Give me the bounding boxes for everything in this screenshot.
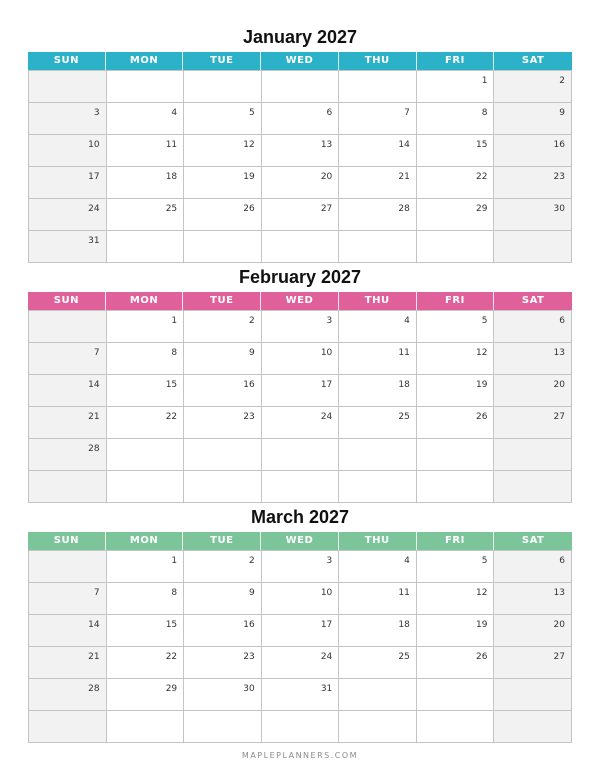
month-calendar [28, 506, 572, 743]
day-cell [417, 311, 495, 343]
day-number: 21 [398, 172, 410, 182]
day-cell [494, 647, 572, 679]
day-number: 22 [165, 652, 178, 662]
day-cell [184, 231, 262, 263]
day-cell [107, 103, 185, 135]
day-cell [107, 679, 185, 711]
day-number: 5 [481, 316, 488, 326]
day-cell [494, 135, 572, 167]
day-cell [29, 439, 107, 471]
day-cell [417, 199, 495, 231]
day-number: 22 [475, 172, 488, 182]
day-number: 12 [475, 588, 488, 598]
day-cell [494, 615, 572, 647]
day-cell [184, 135, 262, 167]
weekday-header-thu: THU [339, 52, 417, 70]
day-cell [29, 103, 107, 135]
day-number: 4 [404, 556, 410, 566]
day-number: 3 [326, 556, 333, 566]
day-number: 11 [165, 140, 178, 150]
day-cell [29, 135, 107, 167]
day-number: 7 [404, 108, 410, 118]
day-cell [29, 679, 107, 711]
day-cell [184, 103, 262, 135]
day-cell [262, 199, 340, 231]
day-cell [417, 615, 495, 647]
day-cell [339, 679, 417, 711]
day-number: 9 [248, 588, 255, 598]
day-cell [107, 199, 185, 231]
day-cell [494, 711, 572, 743]
day-cell [494, 71, 572, 103]
day-cell [107, 311, 185, 343]
day-number: 8 [171, 588, 178, 598]
day-cell [494, 407, 572, 439]
day-number: 17 [320, 620, 333, 630]
day-cell [184, 407, 262, 439]
day-grid [28, 310, 572, 503]
day-number: 15 [165, 620, 178, 630]
day-cell [184, 199, 262, 231]
day-number: 24 [88, 204, 100, 214]
day-cell [29, 551, 107, 583]
day-number: 23 [553, 172, 565, 182]
weekday-header-sun: SUN [28, 52, 106, 70]
day-number: 11 [398, 348, 410, 358]
weekday-header-tue: TUE [183, 532, 261, 550]
day-cell [107, 647, 185, 679]
day-number: 1 [171, 556, 178, 566]
day-number: 23 [243, 412, 255, 422]
day-cell [262, 103, 340, 135]
day-cell [184, 311, 262, 343]
weekday-header-row [28, 532, 572, 550]
day-number: 28 [88, 444, 100, 454]
day-number: 6 [559, 556, 565, 566]
day-number: 22 [165, 412, 178, 422]
day-cell [262, 343, 340, 375]
day-number: 1 [171, 316, 178, 326]
day-cell [262, 311, 340, 343]
weekday-header-fri: FRI [417, 532, 495, 550]
weekday-header-mon: MON [106, 292, 184, 310]
day-number: 19 [475, 620, 488, 630]
day-cell [494, 471, 572, 503]
day-number: 10 [320, 588, 333, 598]
day-cell [339, 167, 417, 199]
day-cell [184, 711, 262, 743]
day-cell [29, 199, 107, 231]
day-number: 29 [165, 684, 178, 694]
day-number: 5 [248, 108, 255, 118]
day-number: 28 [398, 204, 410, 214]
day-number: 31 [320, 684, 333, 694]
month-calendar [28, 266, 572, 503]
day-cell [417, 231, 495, 263]
day-cell [494, 551, 572, 583]
day-number: 27 [553, 412, 565, 422]
month-calendar [28, 26, 572, 263]
day-cell [184, 439, 262, 471]
day-cell [262, 647, 340, 679]
day-cell [417, 167, 495, 199]
day-cell [262, 407, 340, 439]
day-cell [417, 471, 495, 503]
day-cell [262, 471, 340, 503]
day-number: 10 [88, 140, 100, 150]
day-cell [494, 103, 572, 135]
day-cell [107, 439, 185, 471]
day-cell [262, 167, 340, 199]
day-number: 19 [243, 172, 255, 182]
day-cell [29, 471, 107, 503]
day-cell [29, 711, 107, 743]
day-cell [107, 71, 185, 103]
day-cell [29, 311, 107, 343]
day-number: 2 [248, 316, 255, 326]
weekday-header-wed: WED [261, 52, 339, 70]
day-cell [494, 167, 572, 199]
day-cell [339, 551, 417, 583]
day-cell [107, 407, 185, 439]
day-number: 20 [553, 380, 565, 390]
day-cell [262, 71, 340, 103]
day-number: 3 [326, 316, 333, 326]
weekday-header-sun: SUN [28, 292, 106, 310]
day-number: 18 [165, 172, 178, 182]
day-cell [262, 375, 340, 407]
day-cell [107, 231, 185, 263]
day-cell [262, 615, 340, 647]
day-cell [417, 679, 495, 711]
day-number: 7 [93, 588, 100, 598]
day-cell [262, 551, 340, 583]
day-cell [29, 583, 107, 615]
day-cell [184, 71, 262, 103]
day-number: 21 [88, 652, 100, 662]
day-cell [339, 407, 417, 439]
day-cell [417, 711, 495, 743]
day-cell [29, 407, 107, 439]
day-cell [262, 135, 340, 167]
weekday-header-sun: SUN [28, 532, 106, 550]
day-number: 13 [320, 140, 333, 150]
day-cell [339, 471, 417, 503]
day-number: 6 [559, 316, 565, 326]
day-number: 26 [475, 412, 488, 422]
day-cell [417, 343, 495, 375]
day-cell [107, 375, 185, 407]
day-cell [417, 439, 495, 471]
day-number: 16 [243, 380, 255, 390]
day-number: 11 [398, 588, 410, 598]
day-cell [107, 343, 185, 375]
day-cell [29, 343, 107, 375]
day-number: 27 [553, 652, 565, 662]
day-cell [339, 615, 417, 647]
day-number: 18 [398, 620, 410, 630]
day-number: 25 [398, 652, 410, 662]
day-number: 4 [171, 108, 178, 118]
day-cell [339, 103, 417, 135]
weekday-header-mon: MON [106, 532, 184, 550]
day-cell [107, 551, 185, 583]
day-cell [417, 71, 495, 103]
weekday-header-sat: SAT [521, 55, 545, 66]
day-cell [29, 615, 107, 647]
weekday-header-tue: TUE [183, 292, 261, 310]
day-number: 31 [88, 236, 100, 246]
day-cell [29, 647, 107, 679]
day-number: 14 [398, 140, 410, 150]
day-cell [184, 343, 262, 375]
day-cell [339, 439, 417, 471]
day-cell [107, 471, 185, 503]
footer-brand: MAPLEPLANNERS.COM [241, 751, 359, 760]
day-number: 6 [326, 108, 333, 118]
day-cell [417, 551, 495, 583]
day-number: 7 [93, 348, 100, 358]
day-cell [107, 167, 185, 199]
day-number: 29 [475, 204, 488, 214]
day-cell [494, 439, 572, 471]
weekday-header-thu: THU [339, 292, 417, 310]
day-number: 16 [243, 620, 255, 630]
day-number: 5 [481, 556, 488, 566]
month-title: January 2027 [242, 27, 358, 47]
weekday-header-row [28, 292, 572, 310]
day-cell [417, 583, 495, 615]
day-cell [494, 343, 572, 375]
day-number: 14 [88, 380, 100, 390]
day-number: 21 [88, 412, 100, 422]
day-number: 15 [475, 140, 488, 150]
day-number: 18 [398, 380, 410, 390]
day-number: 30 [553, 204, 565, 214]
day-cell [417, 647, 495, 679]
day-cell [494, 231, 572, 263]
day-cell [339, 375, 417, 407]
day-cell [184, 647, 262, 679]
day-cell [339, 647, 417, 679]
day-cell [107, 583, 185, 615]
weekday-header-wed: WED [261, 292, 339, 310]
weekday-header-thu: THU [339, 532, 417, 550]
day-cell [29, 375, 107, 407]
day-number: 9 [248, 348, 255, 358]
day-number: 12 [243, 140, 255, 150]
day-cell [184, 375, 262, 407]
day-number: 25 [398, 412, 410, 422]
day-number: 24 [320, 412, 333, 422]
day-number: 16 [553, 140, 565, 150]
day-number: 15 [165, 380, 178, 390]
day-number: 17 [320, 380, 333, 390]
day-cell [184, 679, 262, 711]
day-grid [28, 550, 572, 743]
day-number: 9 [559, 108, 565, 118]
day-number: 4 [404, 316, 410, 326]
weekday-header-fri: FRI [417, 52, 495, 70]
day-cell [262, 231, 340, 263]
day-number: 2 [248, 556, 255, 566]
day-number: 2 [559, 76, 565, 86]
weekday-header-sat: SAT [521, 535, 545, 546]
month-title: March 2027 [250, 507, 350, 527]
day-number: 12 [475, 348, 488, 358]
day-cell [262, 679, 340, 711]
day-number: 8 [171, 348, 178, 358]
weekday-header-wed: WED [261, 532, 339, 550]
day-cell [417, 103, 495, 135]
day-number: 20 [553, 620, 565, 630]
weekday-header-mon: MON [106, 52, 184, 70]
day-grid [28, 70, 572, 263]
day-cell [494, 679, 572, 711]
day-cell [339, 199, 417, 231]
day-number: 14 [88, 620, 100, 630]
day-number: 26 [475, 652, 488, 662]
day-cell [184, 471, 262, 503]
day-cell [107, 135, 185, 167]
day-number: 8 [481, 108, 488, 118]
day-cell [339, 343, 417, 375]
month-title: February 2027 [238, 267, 362, 287]
day-cell [494, 583, 572, 615]
day-number: 1 [481, 76, 488, 86]
day-number: 27 [320, 204, 333, 214]
day-number: 26 [243, 204, 255, 214]
day-cell [262, 583, 340, 615]
day-number: 28 [88, 684, 100, 694]
day-cell [107, 711, 185, 743]
day-cell [339, 311, 417, 343]
day-cell [339, 231, 417, 263]
day-number: 19 [475, 380, 488, 390]
day-number: 17 [88, 172, 100, 182]
day-cell [339, 71, 417, 103]
day-cell [107, 615, 185, 647]
day-cell [339, 583, 417, 615]
day-cell [184, 615, 262, 647]
day-cell [417, 407, 495, 439]
day-cell [262, 711, 340, 743]
day-number: 3 [93, 108, 100, 118]
day-number: 10 [320, 348, 333, 358]
day-cell [184, 583, 262, 615]
day-cell [29, 71, 107, 103]
day-cell [339, 711, 417, 743]
day-cell [494, 375, 572, 407]
weekday-header-row [28, 52, 572, 70]
weekday-header-sat: SAT [521, 295, 545, 306]
day-cell [29, 231, 107, 263]
day-number: 13 [553, 348, 565, 358]
weekday-header-fri: FRI [417, 292, 495, 310]
weekday-header-tue: TUE [183, 52, 261, 70]
day-cell [494, 199, 572, 231]
day-cell [417, 135, 495, 167]
day-number: 25 [165, 204, 178, 214]
day-number: 20 [320, 172, 333, 182]
day-cell [29, 167, 107, 199]
day-cell [184, 167, 262, 199]
day-cell [494, 311, 572, 343]
day-number: 23 [243, 652, 255, 662]
day-cell [417, 375, 495, 407]
day-cell [184, 551, 262, 583]
day-cell [339, 135, 417, 167]
day-cell [262, 439, 340, 471]
day-number: 30 [243, 684, 255, 694]
day-number: 13 [553, 588, 565, 598]
day-number: 24 [320, 652, 333, 662]
